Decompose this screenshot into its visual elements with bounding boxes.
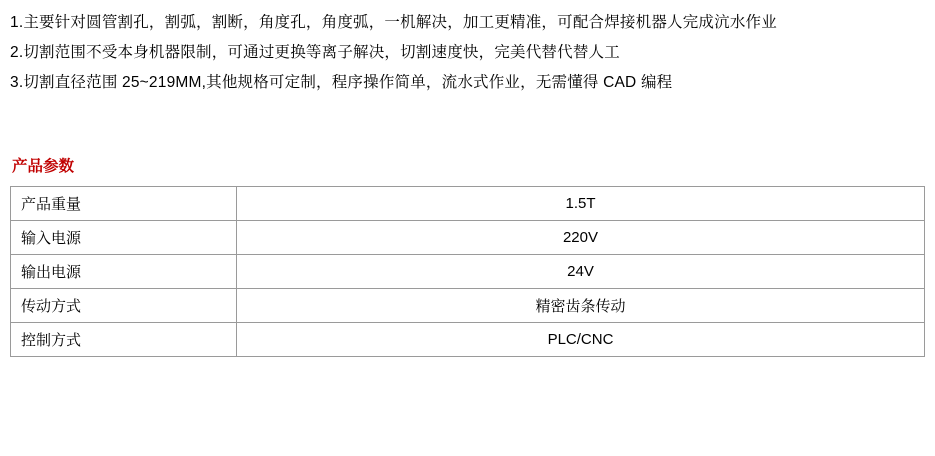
intro-line-3: 3.切割直径范围 25~219MM,其他规格可定制，程序操作简单，流水式作业，无需懂得 CAD 编程 xyxy=(10,74,673,91)
param-label: 输出电源 xyxy=(11,255,237,289)
table-row xyxy=(11,221,925,255)
param-value: 精密齿条传动 xyxy=(237,289,925,323)
param-value: 1.5T xyxy=(237,187,925,221)
param-label: 控制方式 xyxy=(11,323,237,357)
param-value: PLC/CNC xyxy=(237,323,925,357)
table-row xyxy=(11,289,925,323)
product-params-table xyxy=(10,186,925,357)
intro-text-block xyxy=(10,8,925,98)
section-spacer xyxy=(10,98,925,156)
table-row xyxy=(11,323,925,357)
table-row xyxy=(11,187,925,221)
intro-line-1: 1.主要针对圆管割孔，割弧，割断，角度孔，角度弧，一机解决，加工更精准，可配合焊接机器人完成沆水作业 xyxy=(10,14,777,31)
param-label: 输入电源 xyxy=(11,221,237,255)
intro-line-2: 2.切割范围不受本身机器限制，可通过更换等离子解决，切割速度快，完美代替代替人工 xyxy=(10,44,620,61)
params-section-title: 产品参数 xyxy=(12,158,75,175)
param-value: 220V xyxy=(237,221,925,255)
param-label: 传动方式 xyxy=(11,289,237,323)
table-row xyxy=(11,255,925,289)
param-label: 产品重量 xyxy=(11,187,237,221)
param-value: 24V xyxy=(237,255,925,289)
